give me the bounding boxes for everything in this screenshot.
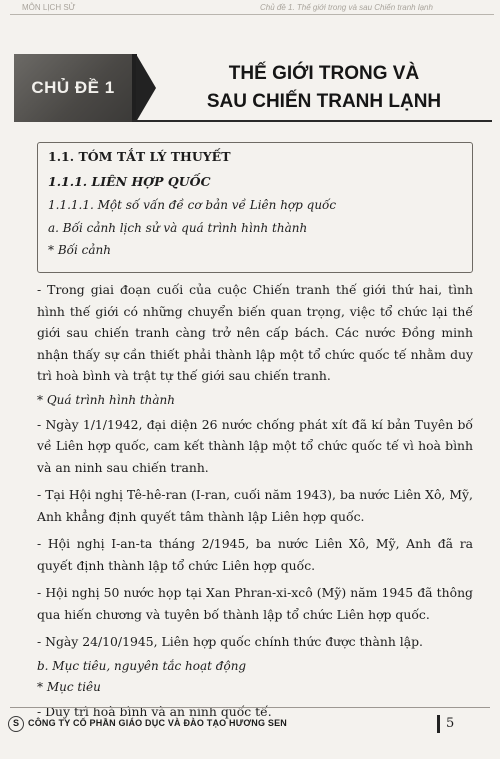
running-header-right: Chủ đề 1. Thế giới trong và sau Chiến tranh lạnh [260, 3, 433, 12]
page-number-bar [437, 715, 440, 733]
paragraph-founded: - Ngày 24/10/1945, Liên hợp quốc chính thức được thành lập. [37, 634, 423, 649]
subtopic-b-heading: b. Mục tiêu, nguyên tắc hoạt động [37, 658, 247, 673]
chapter-banner [14, 54, 492, 122]
subtopic-a-heading: a. Bối cảnh lịch sử và quá trình hình thành [48, 221, 308, 235]
body-text [37, 273, 473, 722]
paragraph-yalta: - Hội nghị I-an-ta tháng 2/1945, ba nước Liên Xô, Mỹ, Anh đã ra quyết định thành lập tổ chức Liên hợp quốc. [37, 536, 473, 573]
running-header-left: MÔN LỊCH SỬ [22, 3, 76, 12]
header-rule [10, 14, 494, 15]
paragraph-1942: - Ngày 1/1/1942, đại diện 26 nước chống phát xít đã kí bản Tuyên bố về Liên hợp quốc, cam kết thành lập một tổ chức quốc tế vì hoà bình và an ninh sau chiến tranh. [37, 416, 473, 475]
page-number: 5 [446, 716, 455, 731]
main-content [37, 142, 473, 728]
paragraph-context: - Trong giai đoạn cuối của cuộc Chiến tranh thế giới thứ hai, tình hình thế giới có những chuyển biến quan trọng, việc tổ chức lại thế giới sau chiến tranh càng trở nên cấp bách. Các nước Đồng minh nhận thấy sự cần thiết phải thành lập một tổ chức quốc tế nhằm duy trì hoà bình và trật tự thế giới sau chiến tranh. [37, 282, 473, 383]
label-objectives: * Mục tiêu [37, 679, 101, 694]
chapter-title-line-2: SAU CHIẾN TRANH LẠNH [206, 91, 442, 112]
theory-box [37, 142, 473, 273]
chapter-title [164, 60, 484, 116]
footer-rule [10, 707, 490, 708]
paragraph-san-francisco: - Hội nghị 50 nước họp tại Xan Phran-xi-xcô (Mỹ) năm 1945 đã thông qua hiến chương và tuyên bố thành lập tổ chức Liên hợp quốc. [37, 585, 473, 622]
paragraph-tehran: - Tại Hội nghị Tê-hê-ran (I-ran, cuối năm 1943), ba nước Liên Xô, Mỹ, Anh khẳng định quyết tâm thành lập Liên hợp quốc. [37, 487, 473, 524]
subsection-heading: 1.1.1. LIÊN HỢP QUỐC [48, 174, 211, 189]
paragraph-objectives: - Duy trì hoà bình và an ninh quốc tế. [37, 703, 272, 719]
chapter-tag: CHỦ ĐỀ 1 [14, 54, 137, 122]
banner-underline [132, 120, 492, 122]
chapter-title-line-1: THẾ GIỚI TRONG VÀ [228, 63, 420, 84]
topic-heading: 1.1.1.1. Một số vấn đề cơ bản về Liên hợp quốc [48, 198, 337, 212]
publisher-logo-icon: S [8, 716, 24, 732]
label-formation: * Quá trình hình thành [37, 392, 176, 407]
section-heading: 1.1. TÓM TẮT LÝ THUYẾT [48, 149, 231, 164]
label-context: * Bối cảnh [48, 243, 111, 257]
publisher-name: CÔNG TY CỔ PHẦN GIÁO DỤC VÀ ĐÀO TẠO HƯƠNG SEN [28, 718, 287, 728]
